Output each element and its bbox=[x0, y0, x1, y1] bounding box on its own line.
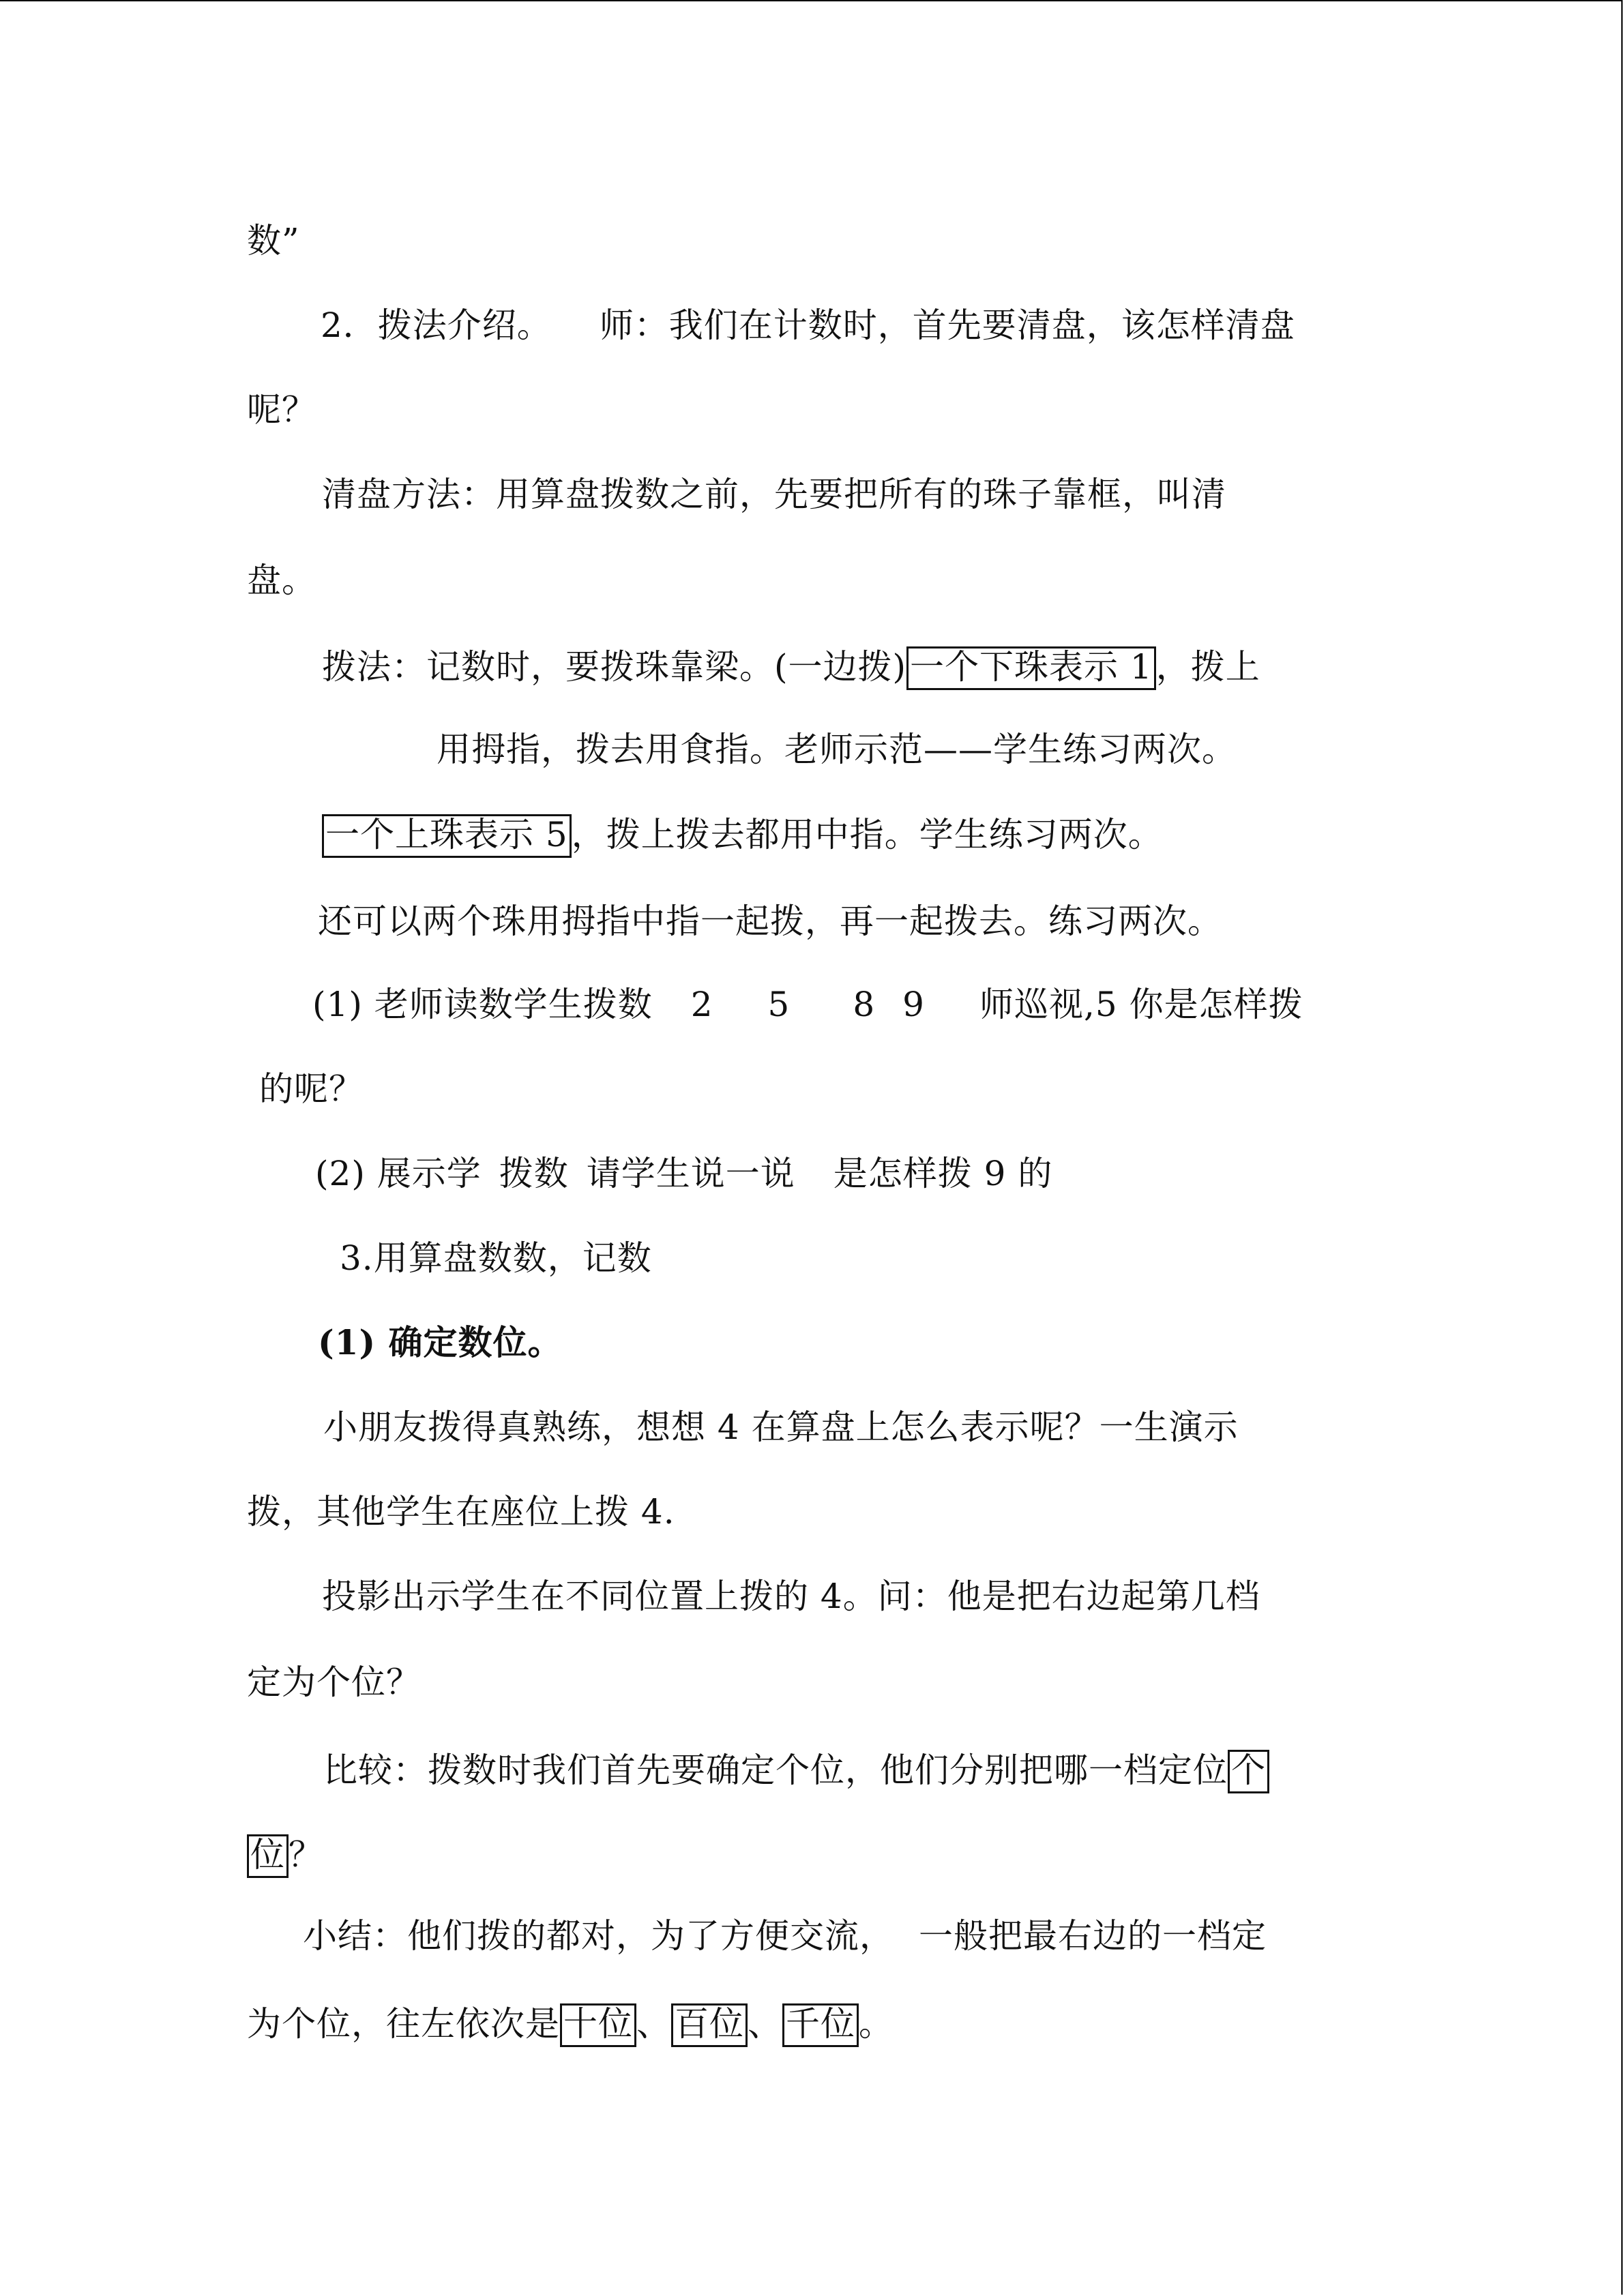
text-line bbox=[323, 1750, 1269, 1793]
text: 还可以两个珠用拇指中指一起拨，再一起拨去。练习两次。 bbox=[318, 901, 1222, 941]
boxed-term: 位 bbox=[247, 1834, 289, 1878]
text: 用拇指，拨去用食指。老师示范——学生练习两次。 bbox=[437, 730, 1237, 769]
boxed-term: 个 bbox=[1228, 1750, 1269, 1793]
text-line bbox=[259, 1069, 364, 1109]
text: 请学生说一说 bbox=[586, 1154, 795, 1193]
text: ？ bbox=[289, 1835, 323, 1875]
text: 2．拨法介绍。 bbox=[321, 305, 552, 345]
text-line bbox=[437, 730, 1237, 769]
boxed-term: 千位 bbox=[782, 2003, 859, 2047]
text: 呢？ bbox=[247, 390, 316, 430]
text: 小朋友拨得真熟练，想想 4 在算盘上怎么表示呢？一生演示 bbox=[323, 1407, 1239, 1447]
text: 的呢？ bbox=[259, 1069, 364, 1109]
text: 定为个位？ bbox=[247, 1663, 421, 1702]
boxed-term: 十位 bbox=[560, 2003, 636, 2047]
text: (2) 展示学 bbox=[315, 1154, 482, 1193]
boxed-term: 百位 bbox=[671, 2003, 748, 2047]
text-line bbox=[247, 390, 316, 430]
text-line bbox=[318, 901, 1222, 941]
text: ，拨上 bbox=[1155, 647, 1260, 687]
number: 5 bbox=[767, 985, 791, 1024]
text-line bbox=[340, 1238, 652, 1278]
text-line bbox=[322, 646, 1260, 690]
number: 8 bbox=[853, 985, 876, 1024]
boxed-term: 一个上珠表示 5 bbox=[322, 814, 572, 858]
text: 。 bbox=[859, 2004, 894, 2044]
text: (1) 确定数位。 bbox=[318, 1322, 563, 1362]
text: 师巡视,5 你是怎样拨 bbox=[979, 985, 1303, 1024]
boxed-term: 一个下珠表示 1 bbox=[906, 646, 1156, 690]
text: 一般把最右边的一档定 bbox=[919, 1916, 1267, 1956]
text-line bbox=[247, 221, 300, 260]
text-line bbox=[323, 1407, 1239, 1447]
text-line bbox=[312, 987, 1303, 1022]
text: 清盘方法：用算盘拨数之前，先要把所有的珠子靠框，叫清 bbox=[322, 475, 1226, 514]
text-line bbox=[321, 305, 1295, 345]
text-line bbox=[322, 475, 1226, 514]
text-line bbox=[247, 1834, 323, 1878]
text-line bbox=[322, 1577, 1260, 1616]
text-line bbox=[322, 814, 1163, 858]
text: 3.用算盘数数，记数 bbox=[340, 1238, 652, 1278]
text-line bbox=[247, 1492, 675, 1532]
text: 投影出示学生在不同位置上拨的 4。问：他是把右边起第几档 bbox=[322, 1577, 1260, 1616]
text: (1) 老师读数学生拨数 bbox=[312, 985, 653, 1024]
text: 比较：拨数时我们首先要确定个位，他们分别把哪一档定位 bbox=[323, 1750, 1228, 1790]
number: 2 bbox=[690, 985, 713, 1024]
text-line bbox=[318, 1322, 563, 1362]
text: ，拨上拨去都用中指。学生练习两次。 bbox=[571, 815, 1163, 854]
text-line bbox=[247, 561, 316, 600]
text: 为个位，往左依次是 bbox=[247, 2004, 560, 2044]
text: 、 bbox=[636, 2004, 671, 2044]
text-line bbox=[303, 1916, 1267, 1956]
text: 盘。 bbox=[247, 561, 316, 600]
text: 拨法：记数时，要拨珠靠梁。(一边拨) bbox=[322, 647, 907, 687]
text: 小结：他们拨的都对，为了方便交流， bbox=[303, 1916, 894, 1956]
text-line bbox=[247, 2003, 894, 2047]
text: 、 bbox=[748, 2004, 782, 2044]
text-line bbox=[315, 1154, 1053, 1193]
text: 数” bbox=[247, 221, 300, 260]
text: 师：我们在计数时，首先要清盘，该怎样清盘 bbox=[599, 305, 1295, 345]
number: 9 bbox=[902, 985, 925, 1024]
text: 拨数 bbox=[499, 1154, 569, 1193]
text-line bbox=[247, 1663, 421, 1702]
text: 是怎样拨 9 的 bbox=[833, 1154, 1053, 1193]
text: 拨，其他学生在座位上拨 4. bbox=[247, 1492, 675, 1532]
